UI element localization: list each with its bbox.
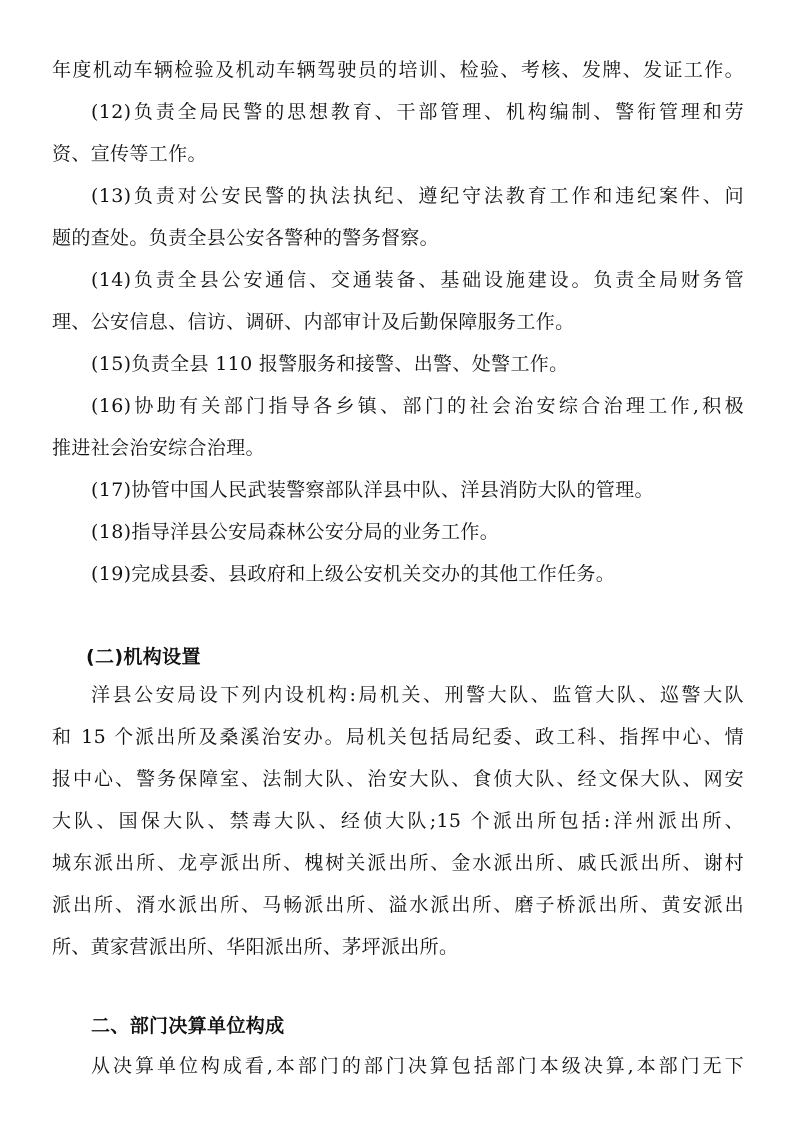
paragraph-line: 报中心、警务保障室、法制大队、治安大队、食侦大队、经文保大队、网安 — [52, 768, 744, 790]
duty-item-14: (14)负责全县公安通信、交通装备、基础设施建设。负责全局财务管 — [91, 269, 744, 291]
paragraph-line: 年度机动车辆检验及机动车辆驾驶员的培训、检验、考核、发牌、发证工作。 — [52, 59, 744, 81]
section-heading-budget-units: 二、部门决算单位构成 — [91, 1015, 285, 1037]
duty-item-13: (13)负责对公安民警的执法执纪、遵纪守法教育工作和违纪案件、问 — [91, 185, 744, 207]
duty-item-12: (12)负责全局民警的思想教育、干部管理、机构编制、警衔管理和劳 — [91, 101, 744, 123]
paragraph-line: 派出所、湑水派出所、马畅派出所、溢水派出所、磨子桥派出所、黄安派出 — [52, 894, 744, 916]
paragraph-line: 推进社会治安综合治理。 — [52, 437, 265, 459]
paragraph-line: 从决算单位构成看,本部门的部门决算包括部门本级决算,本部门无下 — [91, 1055, 744, 1077]
section-heading-institution-setup: (二)机构设置 — [86, 646, 201, 668]
paragraph-line: 题的查处。负责全县公安各警种的警务督察。 — [52, 227, 440, 249]
duty-item-19: (19)完成县委、县政府和上级公安机关交办的其他工作任务。 — [91, 563, 616, 585]
duty-item-15: (15)负责全县 110 报警服务和接警、出警、处警工作。 — [91, 353, 569, 375]
paragraph-line: 理、公安信息、信访、调研、内部审计及后勤保障服务工作。 — [52, 311, 575, 333]
paragraph-line: 所、黄家营派出所、华阳派出所、茅坪派出所。 — [52, 936, 459, 958]
paragraph-line: 和 15 个派出所及桑溪治安办。局机关包括局纪委、政工科、指挥中心、情 — [52, 726, 744, 748]
duty-item-16: (16)协助有关部门指导各乡镇、部门的社会治安综合治理工作,积极 — [91, 395, 744, 417]
paragraph-line: 洋县公安局设下列内设机构:局机关、刑警大队、监管大队、巡警大队 — [91, 684, 744, 706]
paragraph-line: 资、宣传等工作。 — [52, 143, 207, 165]
duty-item-18: (18)指导洋县公安局森林公安分局的业务工作。 — [91, 521, 500, 543]
paragraph-line: 大队、国保大队、禁毒大队、经侦大队;15 个派出所包括:洋州派出所、 — [52, 810, 744, 832]
paragraph-line: 城东派出所、龙亭派出所、槐树关派出所、金水派出所、戚氏派出所、谢村 — [52, 852, 744, 874]
duty-item-17: (17)协管中国人民武装警察部队洋县中队、洋县消防大队的管理。 — [91, 479, 654, 501]
